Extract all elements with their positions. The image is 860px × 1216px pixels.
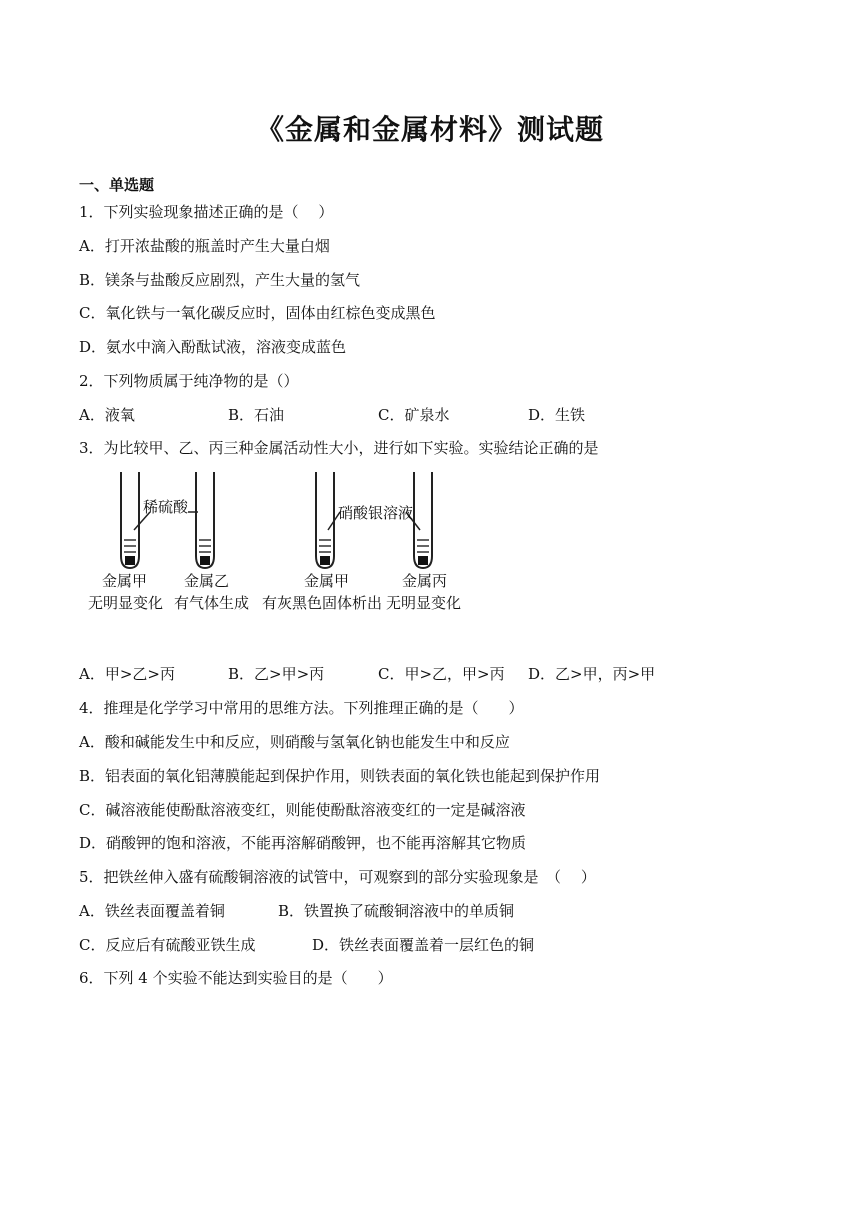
q3-option-a: A．甲>乙>丙 — [79, 665, 175, 683]
q4-option-d: D．硝酸钾的饱和溶液，不能再溶解硝酸钾，也不能再溶解其它物质 — [79, 834, 527, 852]
test-tube-figure — [88, 468, 468, 618]
q4-stem: 4．推理是化学学习中常用的思维方法。下列推理正确的是（ ） — [79, 699, 524, 717]
q3-stem: 3．为比较甲、乙、丙三种金属活动性大小，进行如下实验。实验结论正确的是 — [79, 439, 599, 457]
q4-option-b: B．铝表面的氧化铝薄膜能起到保护作用，则铁表面的氧化铁也能起到保护作用 — [79, 767, 601, 785]
tube1-result-label: 无明显变化 — [88, 594, 164, 612]
metal-piece-2 — [200, 556, 210, 565]
tube3-result-label: 有灰黑色固体析出 — [262, 594, 383, 612]
q5-option-b: B．铁置换了硫酸铜溶液中的单质铜 — [278, 902, 515, 920]
q5-option-d: D．铁丝表面覆盖着一层红色的铜 — [312, 936, 535, 954]
q2-option-a: A．液氧 — [79, 406, 135, 424]
q2-option-c: C．矿泉水 — [378, 406, 450, 424]
q3-option-d: D．乙>甲，丙>甲 — [528, 665, 656, 683]
q3-option-c: C．甲>乙，甲>丙 — [378, 665, 505, 683]
tube4-result-label: 无明显变化 — [386, 594, 462, 612]
q4-option-c: C．碱溶液能使酚酞溶液变红，则能使酚酞溶液变红的一定是碱溶液 — [79, 801, 526, 819]
q1-stem: 1．下列实验现象描述正确的是（ ） — [79, 203, 334, 221]
q1-option-b: B．镁条与盐酸反应剧烈，产生大量的氢气 — [79, 271, 361, 289]
q5-option-c: C．反应后有硫酸亚铁生成 — [79, 936, 256, 954]
q4-option-a: A．酸和碱能发生中和反应，则硝酸与氢氧化钠也能发生中和反应 — [79, 733, 510, 751]
reagent-label-left: 稀硫酸 — [143, 498, 189, 516]
q1-option-c: C．氧化铁与一氧化碳反应时，固体由红棕色变成黑色 — [79, 304, 436, 322]
tube4-metal-label: 金属丙 — [402, 572, 448, 590]
q2-option-d: D．生铁 — [528, 406, 586, 424]
page-title: 《金属和金属材料》测试题 — [255, 113, 604, 146]
tube2-result-label: 有气体生成 — [174, 594, 250, 612]
reagent-label-right: 硝酸银溶液 — [338, 504, 414, 522]
q2-option-b: B．石油 — [228, 406, 285, 424]
test-tube-4 — [414, 472, 432, 568]
metal-piece-4 — [418, 556, 428, 565]
tube2-metal-label: 金属乙 — [184, 572, 230, 590]
q5-option-a: A．铁丝表面覆盖着铜 — [79, 902, 225, 920]
test-tube-3 — [316, 472, 334, 568]
q5-stem: 5．把铁丝伸入盛有硫酸铜溶液的试管中，可观察到的部分实验现象是 （ ） — [79, 868, 596, 886]
tube1-metal-label: 金属甲 — [102, 572, 148, 590]
section-heading: 一、单选题 — [79, 176, 155, 194]
q3-option-b: B．乙>甲>丙 — [228, 665, 325, 683]
tube3-metal-label: 金属甲 — [304, 572, 350, 590]
test-tube-1 — [121, 472, 139, 568]
q6-stem: 6．下列 4 个实验不能达到实验目的是（ ） — [79, 969, 393, 987]
q1-option-a: A．打开浓盐酸的瓶盖时产生大量白烟 — [79, 237, 330, 255]
metal-piece-3 — [320, 556, 330, 565]
q1-option-d: D．氨水中滴入酚酞试液，溶液变成蓝色 — [79, 338, 347, 356]
q2-stem: 2．下列物质属于纯净物的是（） — [79, 372, 299, 390]
test-tube-2 — [196, 472, 214, 568]
metal-piece-1 — [125, 556, 135, 565]
